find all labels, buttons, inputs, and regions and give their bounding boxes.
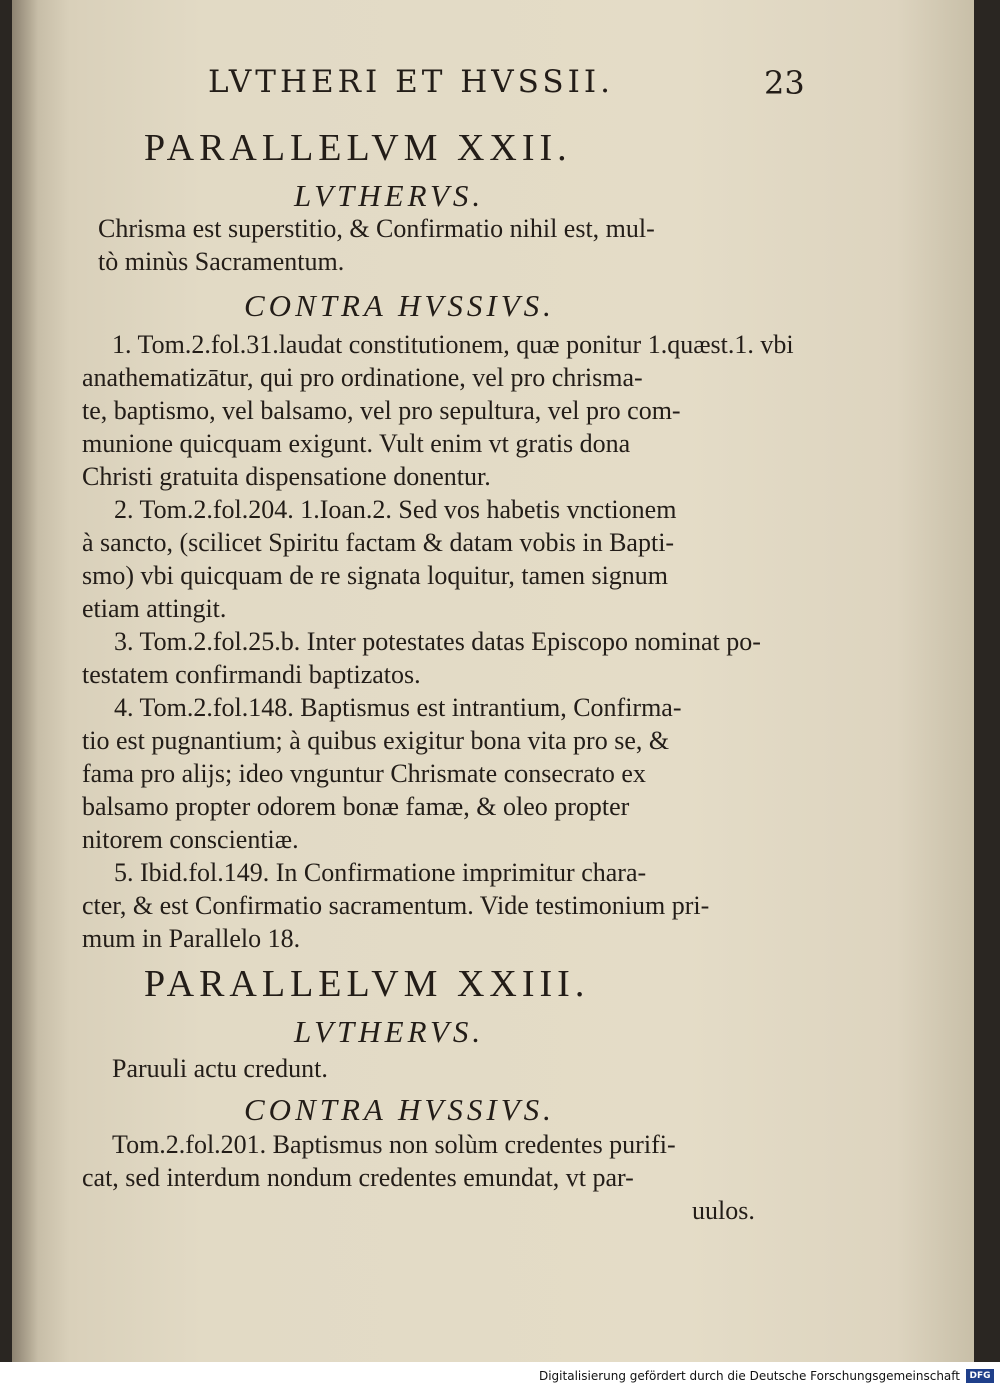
text-line: tò minùs Sacramentum. (98, 247, 345, 276)
text-line: testatem confirmandi baptizatos. (82, 660, 421, 689)
section-title: PARALLELVM XXIII. (144, 963, 590, 1005)
text-line: smo) vbi quicquam de re signata loquitur, tamen signum (82, 561, 669, 590)
text-line: à sancto, (scilicet Spiritu factam & datam vobis in Bapti- (82, 528, 675, 557)
text-line: Tom.2.fol.201. Baptismus non solùm credentes purifi- (112, 1130, 676, 1159)
text-line: etiam attingit. (82, 594, 227, 623)
book-page (12, 0, 974, 1362)
text-line: 1. Tom.2.fol.31.laudat constitutionem, quæ ponitur 1.quæst.1. vbi (112, 330, 794, 359)
text-line: Chrisma est superstitio, & Confirmatio nihil est, mul- (98, 214, 655, 243)
text-line: 2. Tom.2.fol.204. 1.Ioan.2. Sed vos habetis vnctionem (114, 495, 677, 524)
text-line: 4. Tom.2.fol.148. Baptismus est intrantium, Confirma- (114, 693, 682, 722)
text-line: cat, sed interdum nondum credentes emundat, vt par- (82, 1163, 634, 1192)
text-line: balsamo propter odorem bonæ famæ, & oleo propter (82, 792, 630, 821)
luther-heading: LVTHERVS. (294, 178, 485, 213)
text-line: mum in Parallelo 18. (82, 924, 301, 953)
footer-bar (0, 1362, 1000, 1391)
text-line: 5. Ibid.fol.149. In Confirmatione imprimitur chara- (114, 858, 647, 887)
text-line: cter, & est Confirmatio sacramentum. Vide testimonium pri- (82, 891, 710, 920)
contra-heading: CONTRA HVSSIVS. (244, 1092, 555, 1127)
text-line: uulos. (692, 1196, 755, 1225)
text-line: 3. Tom.2.fol.25.b. Inter potestates datas Episcopo nominat po- (114, 627, 761, 656)
contra-heading: CONTRA HVSSIVS. (244, 288, 555, 323)
luther-heading: LVTHERVS. (294, 1014, 485, 1049)
text-line: anathematizātur, qui pro ordinatione, vel pro chrisma- (82, 363, 643, 392)
text-line: te, baptismo, vel balsamo, vel pro sepultura, vel pro com- (82, 396, 681, 425)
page-number: 23 (764, 64, 805, 102)
text-line: munione quicquam exigunt. Vult enim vt gratis dona (82, 429, 631, 458)
section-title: PARALLELVM XXII. (144, 127, 572, 169)
running-head: LVTHERI ET HVSSII. (208, 64, 614, 100)
text-line: Paruuli actu credunt. (112, 1054, 328, 1083)
text-line: fama pro alijs; ideo vnguntur Chrismate consecrato ex (82, 759, 646, 788)
text-line: Christi gratuita dispensatione donentur. (82, 462, 491, 491)
dfg-logo-icon: DFG (966, 1369, 994, 1383)
text-line: nitorem conscientiæ. (82, 825, 299, 854)
footer-credit: Digitalisierung gefördert durch die Deutsche Forschungsgemeinschaft (538, 1369, 960, 1383)
text-line: tio est pugnantium; à quibus exigitur bona vita pro se, & (82, 726, 670, 755)
